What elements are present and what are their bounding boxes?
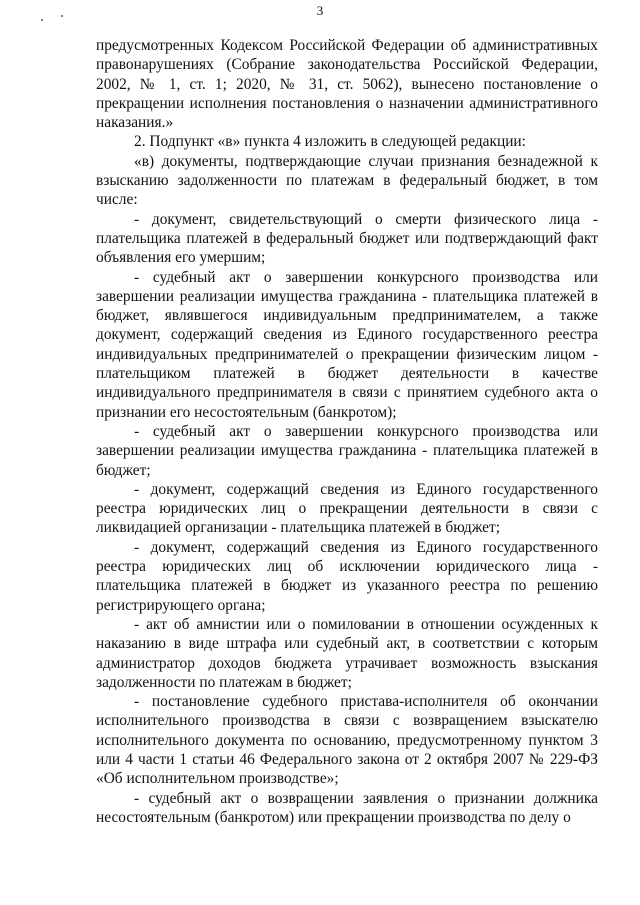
paragraph: - судебный акт о завершении конкурсного производства или завершении реализации имущества гражданина - плательщика платежей в бюджет; [96,422,598,479]
paragraph: предусмотренных Кодексом Российской Федерации об административных правонарушениях (Собрание законодательства Российской Федерации, 2002, № 1, ст. 1; 2020, № 31, ст. 5062), вынесено постановление о прекращении исполнения постановления о назначении административного наказания.» [96,37,598,132]
scan-speck [41,19,43,21]
paragraph: 2. Подпункт «в» пункта 4 изложить в следующей редакции: [134,133,526,151]
page-number: 3 [316,3,324,18]
paragraph: - судебный акт о завершении конкурсного производства или завершении реализации имущества гражданина - плательщика платежей в бюджет, являвшегося индивидуальным предпринимателем, а также документ, содержащий сведения из Единого государственного реестра индивидуальных предпринимателей о прекращении физическим лицом - плательщиком платежей в бюджет деятельности в качестве индивидуального предпринимателя в связи с принятием судебного акта о признании его несостоятельным (банкротом); [96,268,598,421]
paragraph: - документ, содержащий сведения из Единого государственного реестра юридических лиц об исключении юридического лица - плательщика платежей в бюджет из указанного реестра по решению регистрирующего органа; [96,538,598,614]
paragraph: - акт об амнистии или о помиловании в отношении осужденных к наказанию в виде штрафа или судебный акт, в соответствии с которым администратор доходов бюджета утрачивает возможность взыскания задолженности по платежам в бюджет; [96,615,598,691]
document-body [96,36,598,827]
paragraph: - постановление судебного пристава-исполнителя об окончании исполнительного производства в связи с возвращением взыскателю исполнительного документа по основанию, предусмотренному пунктом 3 или 4 части 1 статьи 46 Федерального закона от 2 октября 2007 № 229-ФЗ «Об исполнительном производстве»; [96,693,598,788]
paragraph: - документ, свидетельствующий о смерти физического лица - плательщика платежей в федеральный бюджет или подтверждающий факт объявления его умершим; [96,210,598,267]
paragraph: - документ, содержащий сведения из Единого государственного реестра юридических лиц о прекращении деятельности в связи с ликвидацией организации - плательщика платежей в бюджет; [96,480,598,537]
paragraph: «в) документы, подтверждающие случаи признания безнадежной к взысканию задолженности по платежам в федеральный бюджет, в том числе: [96,152,598,209]
paragraph: - судебный акт о возвращении заявления о признании должника несостоятельным (банкротом) или прекращении производства по делу о [96,789,598,826]
